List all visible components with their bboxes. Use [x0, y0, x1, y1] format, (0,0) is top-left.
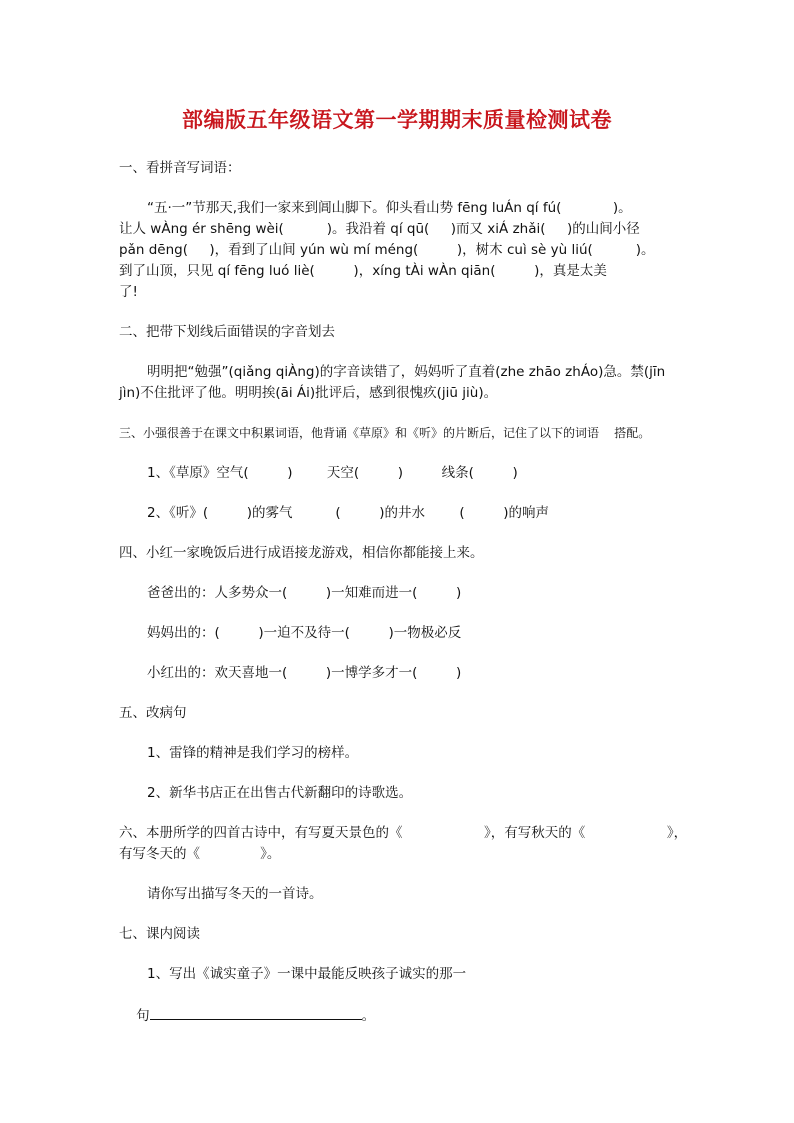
section-7-heading: 七、课内阅读	[119, 926, 200, 942]
section-3-line-1: 1、《草原》空气( ) 天空( ) 线条( )	[147, 465, 518, 481]
section-3-heading: 三、小强很善于在课文中积累词语，他背诵《草原》和《听》的片断后，记住了以下的词语 搭配。	[119, 426, 651, 440]
section-2-line-2: jìn)不住批评了他。明明挨(āi Ái)批评后，感到很愧疚(jiū jiù)。	[119, 385, 498, 401]
section-1-line-4: 到了山顶，只见 qí fēng luó liè( )，xíng tÀi wÀn qiān( )，真是太美	[119, 263, 607, 279]
section-7-line-2-suffix: 。	[361, 1008, 376, 1024]
section-4-dad: 爸爸出的：人多势众一( )一知难而进一( )	[147, 585, 462, 601]
section-5-heading: 五、改病句	[119, 705, 187, 721]
section-1-line-1: “五·一”节那天,我们一家来到阊山脚下。仰头看山势 fēng luÁn qí fú( )。	[147, 200, 632, 216]
section-2-heading: 二、把带下划线后面错误的字音划去	[119, 324, 335, 340]
section-4-heading: 四、小红一家晚饭后进行成语接龙游戏，相信你都能接上来。	[119, 545, 484, 561]
section-6-line-2: 有写冬天的《 》。	[119, 846, 281, 862]
section-7-line-1: 1、写出《诚实童子》一课中最能反映孩子诚实的那一	[147, 966, 467, 982]
section-4-xiaohong: 小红出的：欢天喜地一( )一博学多才一( )	[147, 665, 462, 681]
section-4-mom: 妈妈出的：( )一迫不及待一( )一物极必反	[147, 625, 462, 641]
section-1-line-2: 让人 wÀng ér shēng wèi( )。我沿着 qí qū( )而又 xiÁ zhǎi( )的山间小径	[119, 221, 640, 237]
section-6-line-1: 六、本册所学的四首古诗中，有写夏天景色的《 》，有写秋天的《 》，	[119, 825, 688, 841]
section-1-line-5: 了!	[119, 284, 138, 300]
section-2-line-1: 明明把“勉强”(qiǎng qiÀng)的字音读错了，妈妈听了直着(zhe zhāo zhÁo)急。禁(jīn	[147, 364, 666, 380]
section-5-question-1: 1、雷锋的精神是我们学习的榜样。	[147, 745, 359, 761]
section-3-line-2: 2、《听》( )的雾气 ( )的井水 ( )的响声	[147, 505, 550, 521]
section-6-line-3: 请你写出描写冬天的一首诗。	[147, 886, 323, 902]
answer-blank-line[interactable]	[150, 1005, 362, 1020]
section-5-question-2: 2、新华书店正在出售古代新翻印的诗歌选。	[147, 785, 413, 801]
section-7-line-2	[119, 985, 375, 1046]
section-1-heading: 一、看拼音写词语：	[119, 160, 241, 176]
page-title: 部编版五年级语文第一学期期末质量检测试卷	[182, 107, 612, 132]
section-7-line-2-prefix: 句	[136, 1008, 150, 1024]
section-1-line-3: pǎn dēng( )，看到了山间 yún wù mí méng( )，树木 cuì sè yù liú( )。	[119, 242, 655, 258]
